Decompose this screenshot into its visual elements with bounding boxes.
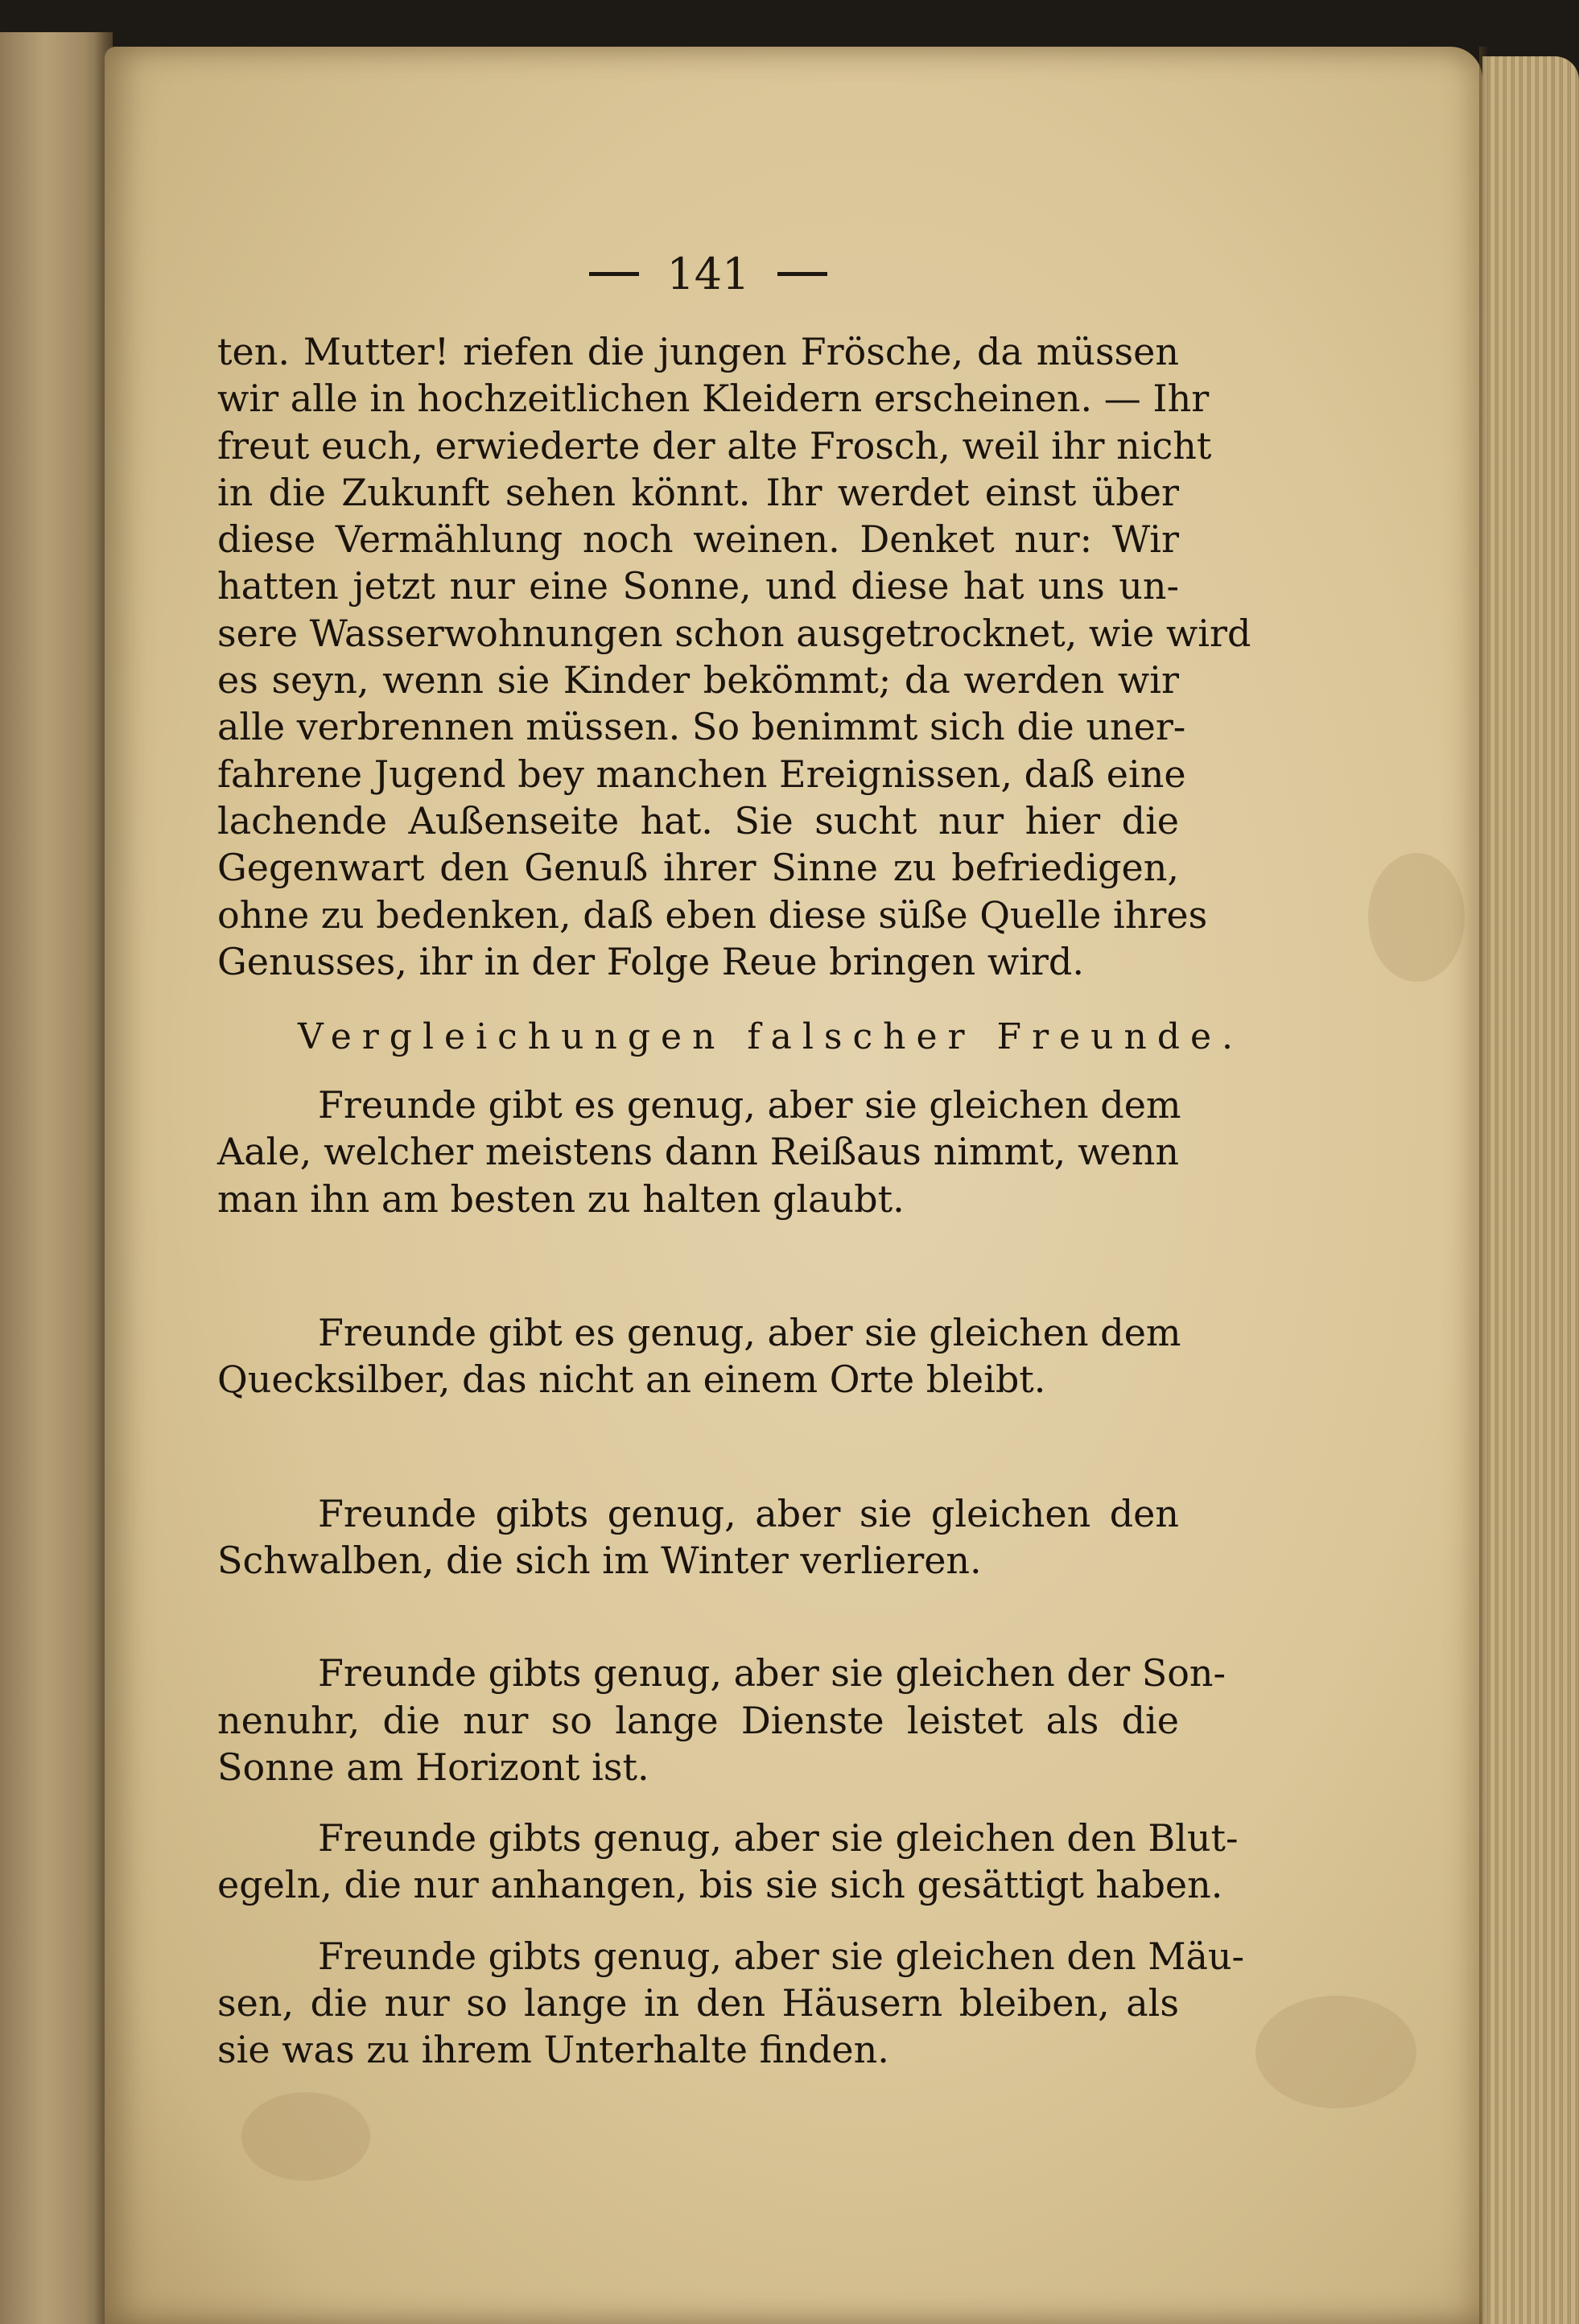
text-line: Freunde gibts genug, aber sie gleichen den Blut- bbox=[318, 1816, 1239, 1860]
paper-stain bbox=[1255, 1996, 1416, 2108]
page-header bbox=[563, 241, 853, 306]
comparison-schwalben bbox=[217, 1490, 1179, 1584]
text-line: Gegenwart den Genuß ihrer Sinne zu befriedigen, bbox=[217, 846, 1179, 890]
text-line: alle verbrennen müssen. So benimmt sich die uner- bbox=[217, 705, 1186, 749]
paper-stain bbox=[1368, 853, 1465, 982]
page-number: 141 bbox=[666, 248, 750, 299]
text-line: Freunde gibts genug, aber sie gleichen den Mäu- bbox=[318, 1934, 1245, 1978]
text-line: ohne zu bedenken, daß eben diese süße Quelle ihres bbox=[217, 892, 1208, 937]
paragraph-frog-fable bbox=[217, 328, 1251, 985]
text-line: hatten jetzt nur eine Sonne, und diese hat uns un- bbox=[217, 564, 1179, 608]
header-dash-right bbox=[777, 272, 827, 276]
comparison-aal bbox=[217, 1082, 1179, 1222]
text-line: Freunde gibt es genug, aber sie gleichen dem bbox=[318, 1083, 1181, 1127]
text-line: man ihn am besten zu halten glaubt. bbox=[217, 1176, 905, 1221]
text-line: Sonne am Horizont ist. bbox=[217, 1745, 649, 1789]
text-line: ten. Mutter! riefen die jungen Frösche, da müssen bbox=[217, 330, 1179, 373]
text-line: Freunde gibts genug, aber sie gleichen den bbox=[318, 1491, 1179, 1535]
text-line: Genusses, ihr in der Folge Reue bringen wird. bbox=[217, 939, 1084, 983]
text-line: sen, die nur so lange in den Häusern bleiben, als bbox=[217, 1981, 1179, 2025]
text-line: diese Vermählung noch weinen. Denket nur: Wir bbox=[217, 517, 1179, 562]
text-line: Schwalben, die sich im Winter verlieren. bbox=[217, 1538, 982, 1582]
comparison-sonnenuhr bbox=[217, 1650, 1227, 1790]
page-right-shadow bbox=[1479, 47, 1489, 2324]
text-line: Freunde gibts genug, aber sie gleichen der Son- bbox=[318, 1651, 1227, 1696]
text-line: egeln, die nur anhangen, bis sie sich gesättigt haben. bbox=[217, 1863, 1223, 1907]
text-line: Quecksilber, das nicht an einem Orte bleibt. bbox=[217, 1358, 1046, 1402]
section-heading: Vergleichungen falscher Freunde. bbox=[298, 1016, 1244, 1058]
paper-stain bbox=[241, 2092, 370, 2181]
text-line: in die Zukunft sehen könnt. Ihr werdet einst über bbox=[217, 470, 1179, 514]
text-line: fahrene Jugend bey manchen Ereignissen, daß eine bbox=[217, 752, 1186, 796]
text-line: es seyn, wenn sie Kinder bekömmt; da werden wir bbox=[217, 658, 1179, 703]
comparison-blutegel bbox=[217, 1815, 1239, 1909]
text-line: sie was zu ihrem Unterhalte finden. bbox=[217, 2028, 889, 2072]
comparison-maeuse bbox=[217, 1933, 1245, 2074]
text-line: nenuhr, die nur so lange Dienste leistet als die bbox=[217, 1698, 1179, 1742]
body-text bbox=[217, 328, 1251, 2074]
text-line: freut euch, erwiederte der alte Frosch, weil ihr nicht bbox=[217, 423, 1212, 468]
header-dash-left bbox=[589, 272, 639, 276]
page-stack-edge bbox=[1482, 56, 1579, 2324]
text-line: lachende Außenseite hat. Sie sucht nur hier die bbox=[217, 798, 1179, 843]
text-line: wir alle in hochzeitlichen Kleidern erscheinen. — Ihr bbox=[217, 377, 1210, 421]
text-line: Aale, welcher meistens dann Reißaus nimmt, wenn bbox=[217, 1130, 1179, 1174]
text-line: Freunde gibt es genug, aber sie gleichen dem bbox=[318, 1311, 1181, 1355]
comparison-quecksilber bbox=[217, 1309, 1179, 1403]
text-line: sere Wasserwohnungen schon ausgetrocknet, wie wird bbox=[217, 611, 1251, 655]
